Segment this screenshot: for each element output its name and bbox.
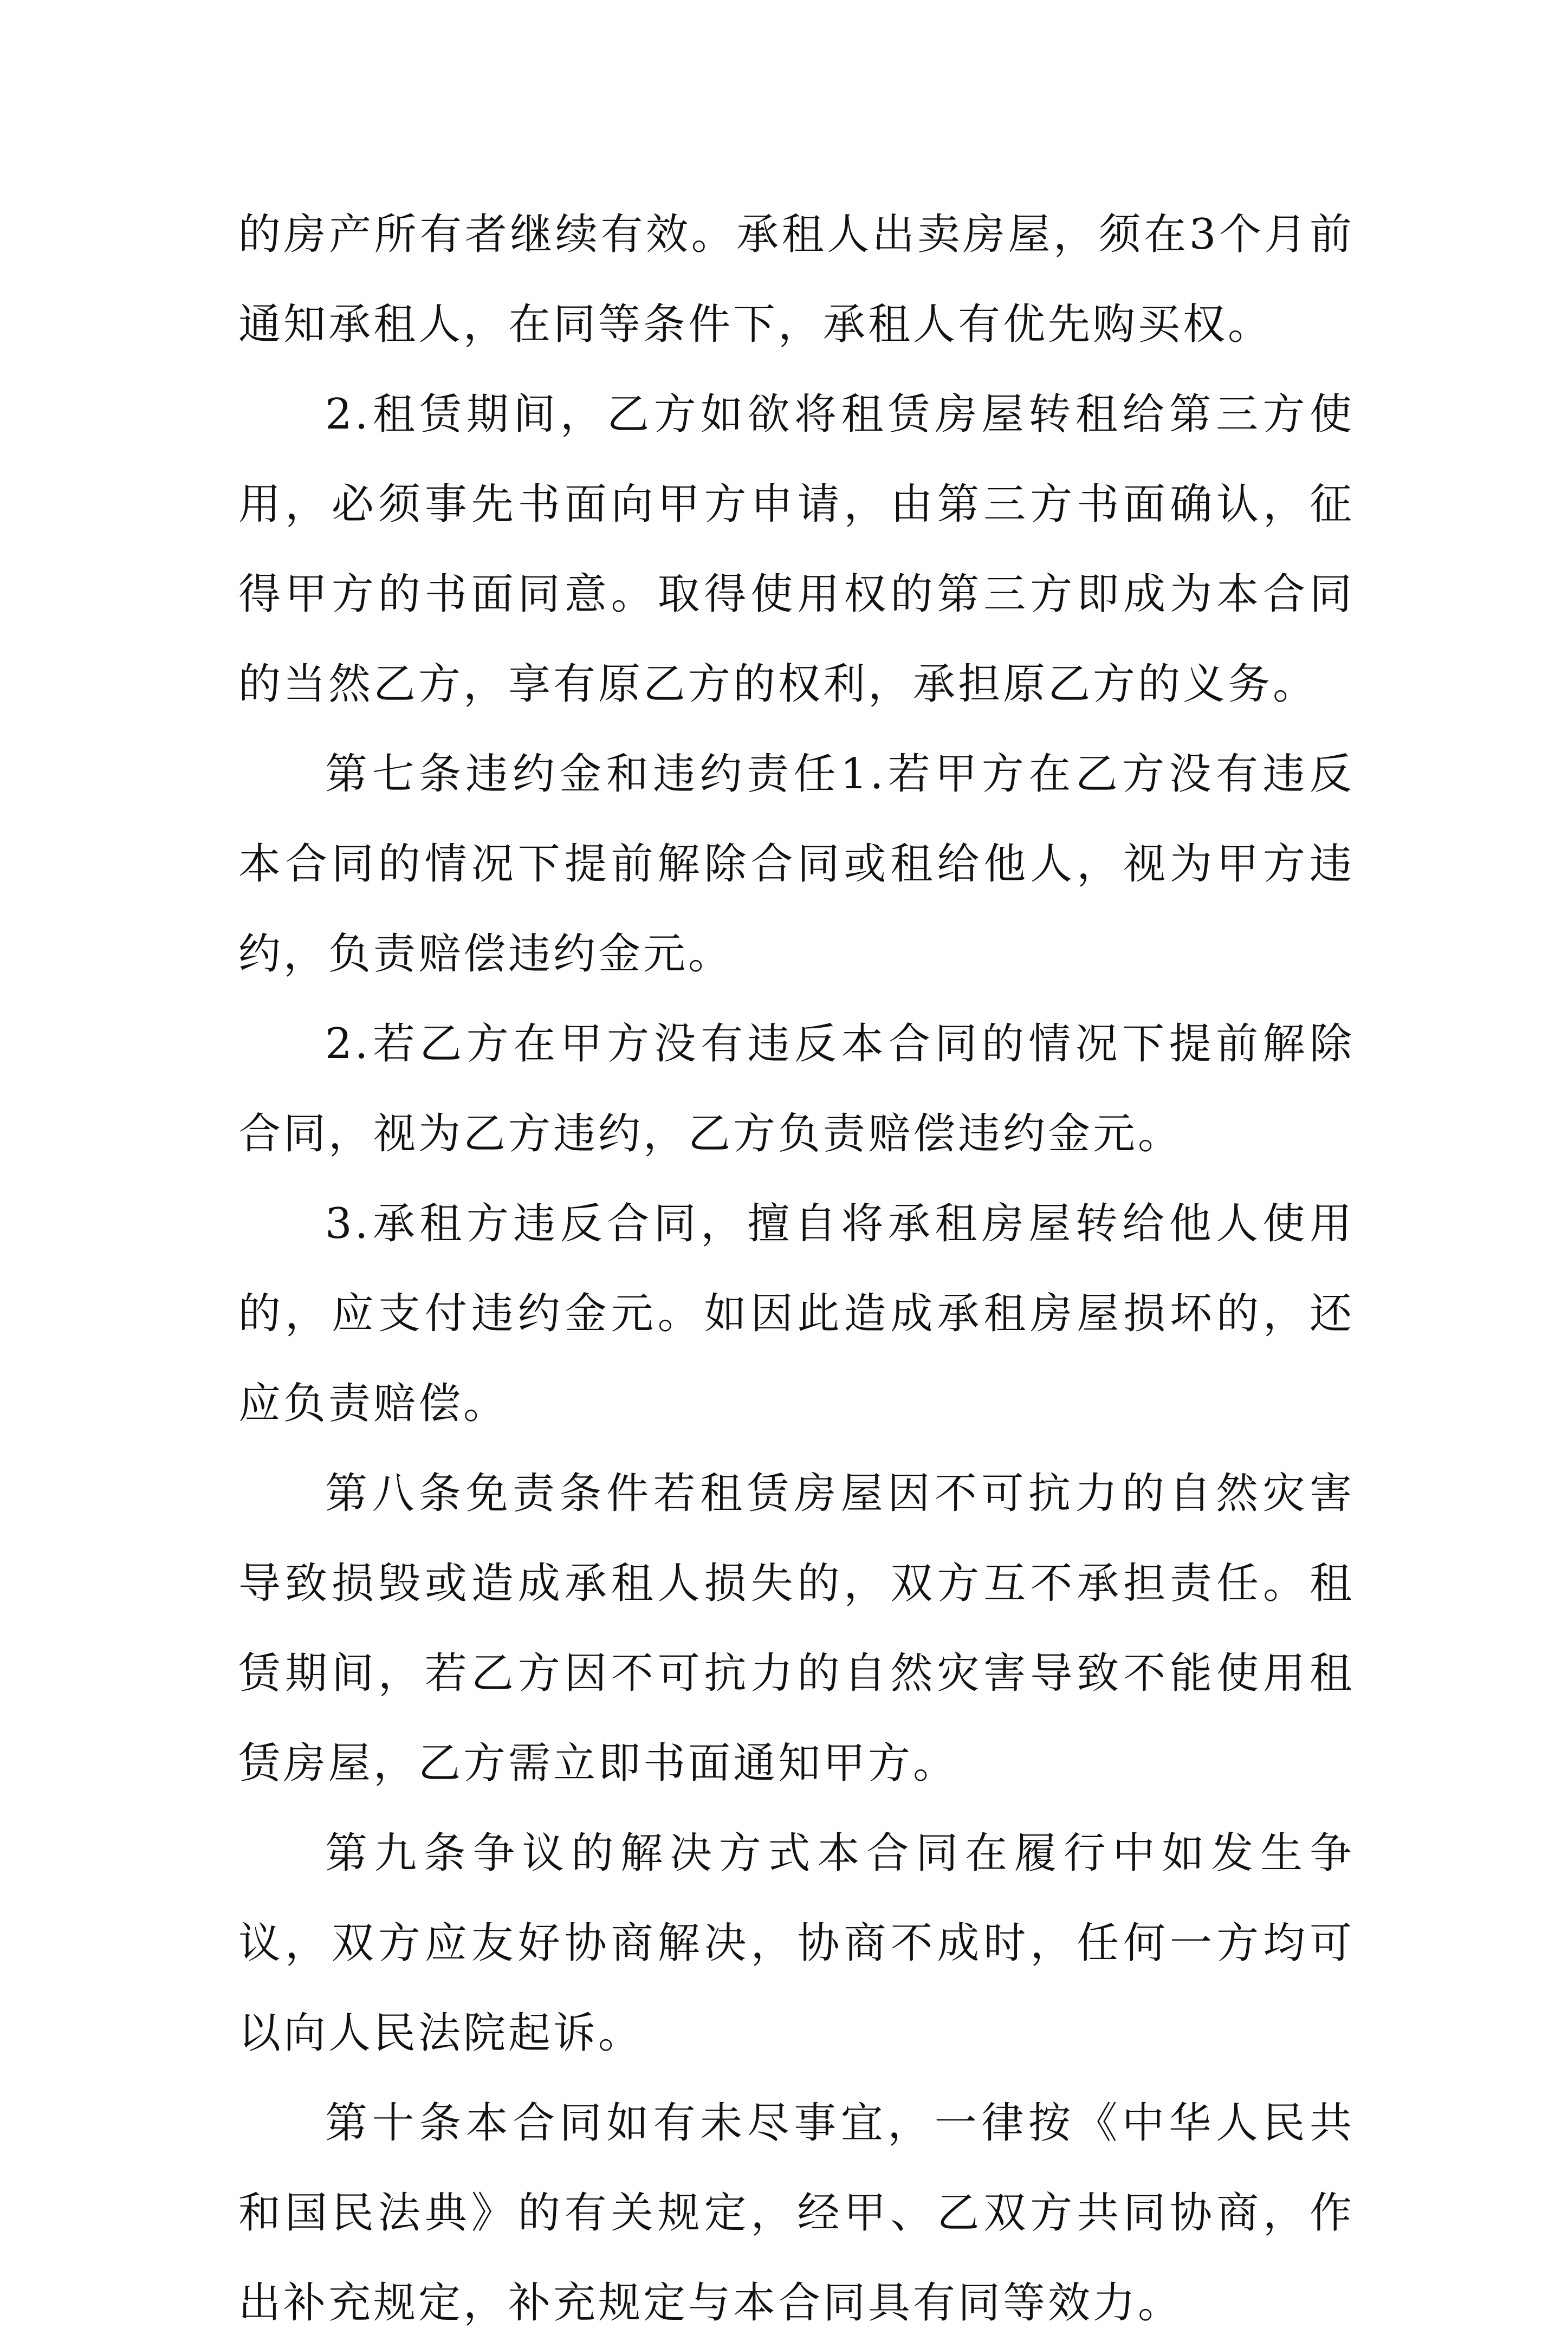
paragraph-article-9: 第九条争议的解决方式本合同在履行中如发生争议，双方应友好协商解决，协商不成时，任何一方均可以向人民法院起诉。	[238, 1829, 1355, 2058]
paragraph-article-7-item-2: 2.若乙方在甲方没有违反本合同的情况下提前解除合同，视为乙方违约，乙方负责赔偿违约金元。	[238, 1020, 1355, 1158]
paragraph-article-8: 第八条免责条件若租赁房屋因不可抗力的自然灾害导致损毁或造成承租人损失的，双方互不承担责任。租赁期间，若乙方因不可抗力的自然灾害导致不能使用租赁房屋，乙方需立即书面通知甲方。	[238, 1469, 1355, 1788]
paragraph-article-7-item-3: 3.承租方违反合同，擅自将承租房屋转给他人使用的，应支付违约金元。如因此造成承租房屋损坏的，还应负责赔偿。	[238, 1199, 1355, 1428]
paragraph-article-7: 第七条违约金和违约责任1.若甲方在乙方没有违反本合同的情况下提前解除合同或租给他人，视为甲方违约，负责赔偿违约金元。	[238, 750, 1355, 978]
paragraph-continuation: 的房产所有者继续有效。承租人出卖房屋，须在3个月前通知承租人，在同等条件下，承租人有优先购买权。	[238, 210, 1355, 349]
paragraph-article-10: 第十条本合同如有未尽事宜，一律按《中华人民共和国民法典》的有关规定，经甲、乙双方共同协商，作出补充规定，补充规定与本合同具有同等效力。	[238, 2099, 1355, 2327]
paragraph-sublet-clause: 2.租赁期间，乙方如欲将租赁房屋转租给第三方使用，必须事先书面向甲方申请，由第三方书面确认，征得甲方的书面同意。取得使用权的第三方即成为本合同的当然乙方，享有原乙方的权利，承担原乙方的义务。	[238, 390, 1355, 709]
document-body	[238, 190, 1355, 2348]
